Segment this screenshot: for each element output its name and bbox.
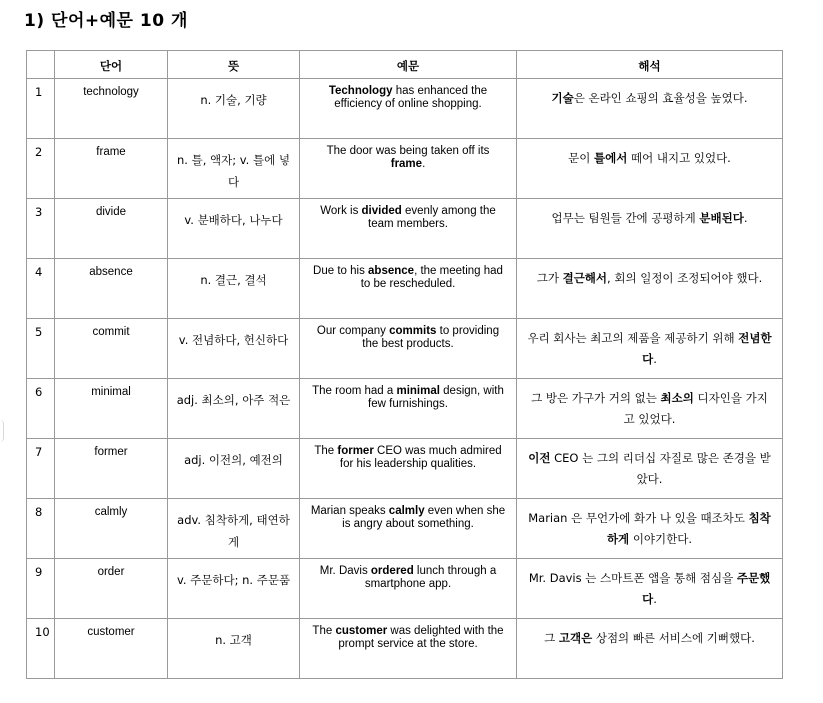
sentence-fragment: CEO 는 그의 리더십 자질로 많은 존경을 받았다. xyxy=(550,451,771,486)
example-sentence xyxy=(300,499,517,559)
korean-translation xyxy=(517,319,783,379)
vocab-word: minimal xyxy=(55,379,168,439)
header-meaning: 뜻 xyxy=(168,51,300,79)
sentence-fragment: 문이 xyxy=(568,151,595,165)
sentence-fragment: evenly among the team members. xyxy=(368,205,496,230)
table-row xyxy=(27,439,783,499)
word-meaning: adv. 침착하게, 태연하게 xyxy=(168,499,300,559)
sentence-fragment: 그 방은 가구가 거의 없는 xyxy=(531,391,661,405)
highlighted-word: commits xyxy=(389,325,437,337)
highlighted-word: 결근해서 xyxy=(562,271,608,285)
highlighted-word: customer xyxy=(335,625,388,637)
row-number: 3 xyxy=(27,199,55,259)
sentence-fragment: Due to his xyxy=(313,265,369,277)
korean-translation xyxy=(517,79,783,139)
table-row xyxy=(27,319,783,379)
word-meaning: v. 전념하다, 헌신하다 xyxy=(168,319,300,379)
sentence-fragment: Mr. Davis xyxy=(319,565,371,577)
sentence-fragment: , 회의 일정이 조정되어야 했다. xyxy=(607,271,763,285)
sentence-fragment: 이야기한다. xyxy=(629,532,693,546)
word-meaning: n. 기술, 기량 xyxy=(168,79,300,139)
row-number: 5 xyxy=(27,319,55,379)
word-meaning: n. 고객 xyxy=(168,619,300,679)
highlighted-word: minimal xyxy=(396,385,440,397)
sentence-fragment: , the meeting had to be rescheduled. xyxy=(360,265,503,290)
example-sentence xyxy=(300,319,517,379)
header-translation: 해석 xyxy=(517,51,783,79)
sentence-fragment: Marian 은 무언가에 화가 나 있을 때조차도 xyxy=(528,511,749,525)
vocab-word: calmly xyxy=(55,499,168,559)
row-number: 6 xyxy=(27,379,55,439)
scroll-edge-handle xyxy=(0,420,4,442)
example-sentence xyxy=(300,619,517,679)
highlighted-word: 고객은 xyxy=(558,631,593,645)
highlighted-word: 전념한다 xyxy=(642,331,772,366)
header-word: 단어 xyxy=(55,51,168,79)
highlighted-word: ordered xyxy=(370,565,414,577)
highlighted-word: calmly xyxy=(388,505,425,517)
example-sentence xyxy=(300,139,517,199)
vocab-word: commit xyxy=(55,319,168,379)
vocabulary-table xyxy=(26,50,783,679)
highlighted-word: 이전 xyxy=(528,451,551,465)
row-number: 9 xyxy=(27,559,55,619)
sentence-fragment: 떼어 내지고 있었다. xyxy=(627,151,731,165)
sentence-fragment: 우리 회사는 최고의 제품을 제공하기 위해 xyxy=(527,331,739,345)
korean-translation xyxy=(517,259,783,319)
sentence-fragment: The door was being taken off its xyxy=(326,145,490,157)
table-row xyxy=(27,379,783,439)
example-sentence xyxy=(300,439,517,499)
highlighted-word: 분배된다 xyxy=(699,211,744,225)
highlighted-word: 최소의 xyxy=(660,391,694,405)
highlighted-word: frame xyxy=(390,158,423,170)
korean-translation xyxy=(517,619,783,679)
sentence-fragment: to providing the best products. xyxy=(362,325,500,350)
row-number: 8 xyxy=(27,499,55,559)
vocab-word: technology xyxy=(55,79,168,139)
sentence-fragment: . xyxy=(653,352,657,366)
word-meaning: adj. 최소의, 아주 적은 xyxy=(168,379,300,439)
sentence-fragment: Mr. Davis 는 스마트폰 앱을 통해 점심을 xyxy=(528,571,737,585)
word-meaning: v. 분배하다, 나누다 xyxy=(168,199,300,259)
korean-translation xyxy=(517,139,783,199)
word-meaning: n. 틀, 액자; v. 틀에 넣다 xyxy=(168,139,300,199)
word-meaning: v. 주문하다; n. 주문품 xyxy=(168,559,300,619)
sentence-fragment: 디자인을 가지고 있었다. xyxy=(623,391,768,426)
example-sentence xyxy=(300,259,517,319)
table-row xyxy=(27,79,783,139)
vocab-word: absence xyxy=(55,259,168,319)
table-row xyxy=(27,499,783,559)
word-meaning: n. 결근, 결석 xyxy=(168,259,300,319)
sentence-fragment: was delighted with the prompt service at the store. xyxy=(338,625,504,650)
vocab-word: customer xyxy=(55,619,168,679)
highlighted-word: divided xyxy=(361,205,402,217)
sentence-fragment: 그 xyxy=(544,631,559,645)
korean-translation xyxy=(517,499,783,559)
sentence-fragment: has enhanced the efficiency of online shopping. xyxy=(334,85,488,110)
example-sentence xyxy=(300,199,517,259)
sentence-fragment: design, with few furnishings. xyxy=(368,385,504,410)
sentence-fragment: 상점의 빠른 서비스에 기뻐했다. xyxy=(592,631,755,645)
example-sentence xyxy=(300,79,517,139)
table-row xyxy=(27,559,783,619)
example-sentence xyxy=(300,379,517,439)
highlighted-word: absence xyxy=(368,265,415,277)
korean-translation xyxy=(517,559,783,619)
sentence-fragment: . xyxy=(743,211,748,225)
sentence-fragment: 그가 xyxy=(536,271,563,285)
header-num xyxy=(27,51,55,79)
page-title: 1) 단어+예문 10 개 xyxy=(24,11,188,31)
sentence-fragment: The room had a xyxy=(312,385,397,397)
highlighted-word: 침착하게 xyxy=(606,511,771,546)
sentence-fragment: even when she is angry about something. xyxy=(342,505,506,530)
highlighted-word: 기술 xyxy=(551,91,574,105)
sentence-fragment: 은 온라인 쇼핑의 효율성을 높였다. xyxy=(573,91,748,105)
table-row xyxy=(27,199,783,259)
korean-translation xyxy=(517,379,783,439)
korean-translation xyxy=(517,439,783,499)
header-example: 예문 xyxy=(300,51,517,79)
row-number: 10 xyxy=(27,619,55,679)
highlighted-word: 주문했다 xyxy=(642,571,771,606)
sentence-fragment: CEO was much admired for his leadership qualities. xyxy=(339,445,502,470)
vocab-word: divide xyxy=(55,199,168,259)
vocab-word: order xyxy=(55,559,168,619)
row-number: 1 xyxy=(27,79,55,139)
word-meaning: adj. 이전의, 예전의 xyxy=(168,439,300,499)
sentence-fragment: Our company xyxy=(316,325,390,337)
table-header-row xyxy=(27,51,783,79)
table-row xyxy=(27,259,783,319)
sentence-fragment: 업무는 팀원들 간에 공평하게 xyxy=(551,211,700,225)
vocab-word: frame xyxy=(55,139,168,199)
sentence-fragment: The xyxy=(312,625,336,637)
sentence-fragment: lunch through a smartphone app. xyxy=(364,565,497,590)
sentence-fragment: Marian speaks xyxy=(310,505,389,517)
example-sentence xyxy=(300,559,517,619)
sentence-fragment: . xyxy=(653,592,657,606)
sentence-fragment: The xyxy=(314,445,338,457)
row-number: 4 xyxy=(27,259,55,319)
highlighted-word: Technology xyxy=(328,85,393,97)
korean-translation xyxy=(517,199,783,259)
row-number: 2 xyxy=(27,139,55,199)
table-row xyxy=(27,139,783,199)
vocab-word: former xyxy=(55,439,168,499)
highlighted-word: former xyxy=(337,445,374,457)
table-row xyxy=(27,619,783,679)
table-body xyxy=(27,79,783,679)
highlighted-word: 틀에서 xyxy=(594,151,628,165)
sentence-fragment: Work is xyxy=(320,205,362,217)
row-number: 7 xyxy=(27,439,55,499)
sentence-fragment: . xyxy=(422,158,426,170)
